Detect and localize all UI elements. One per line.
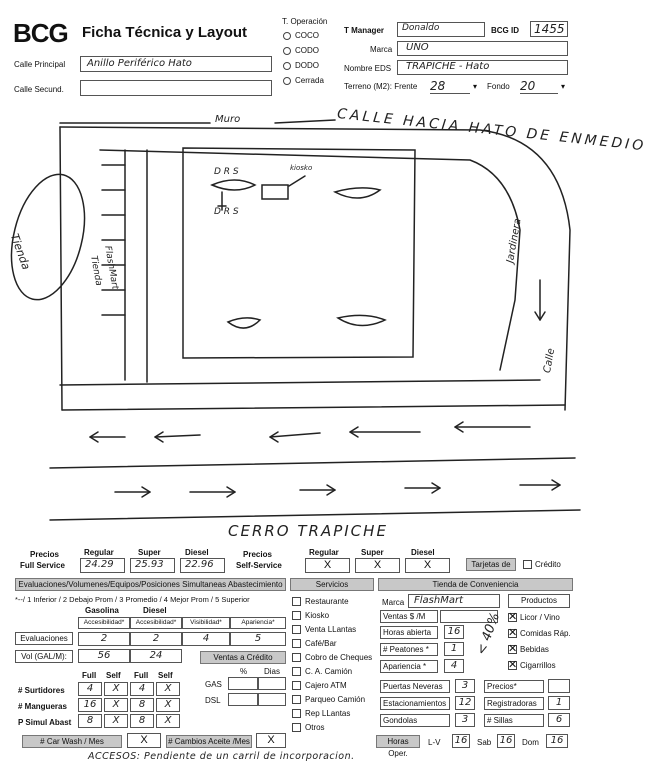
evaluaciones-row-label: Evaluaciones xyxy=(15,632,73,645)
footer-note: ACCESOS: Pendiente de un carril de incorporacion. xyxy=(88,751,355,762)
eval-value-2[interactable]: 2 xyxy=(130,632,182,646)
psimul-2[interactable]: X xyxy=(104,714,128,728)
tarjetas-label: Tarjetas de xyxy=(466,558,516,571)
credito-label: Crédito xyxy=(535,560,561,569)
apariencia-value[interactable]: 4 xyxy=(444,659,464,673)
fondo-label: Fondo xyxy=(487,82,510,91)
sillas-label: # Sillas xyxy=(484,714,544,727)
evaluaciones-section-title: Evaluaciones/Volumenes/Equipos/Posiciones Simultaneas Abastecimiento xyxy=(15,578,286,591)
self-super-label: Super xyxy=(361,548,384,557)
servicio-item[interactable] xyxy=(292,720,374,734)
dias-label: Dias xyxy=(264,667,281,676)
registradoras-value[interactable]: 1 xyxy=(548,696,570,710)
cigarrillos-label: Cigarrillos xyxy=(520,661,556,670)
regular-label: Regular xyxy=(84,548,114,557)
servicio-label: Kiosko xyxy=(305,610,330,620)
gondolas-label: Gondolas xyxy=(380,714,450,727)
precios-field[interactable] xyxy=(548,679,570,693)
mangueras-label: # Mangueras xyxy=(18,702,67,711)
dsl-label: DSL xyxy=(205,696,221,705)
sketch-muro: Muro xyxy=(215,114,241,125)
op-cerrada-label: Cerrada xyxy=(295,76,324,85)
bebidas-label: Bebidas xyxy=(520,645,549,654)
evaluaciones-legend: *--/ 1 Inferior / 2 Debajo Prom / 3 Promedio / 4 Mejor Prom / 5 Superior xyxy=(15,595,250,604)
servicio-item[interactable] xyxy=(292,664,374,678)
servicio-checkbox[interactable] xyxy=(292,653,301,662)
nombre-eds-label: Nombre EDS xyxy=(344,64,392,73)
comidas-check-mark: ✕ xyxy=(508,627,518,639)
tienda-marca-label: Marca xyxy=(382,598,405,607)
marca-value: UNO xyxy=(406,42,429,53)
sketch-calle-hacia: CALLE HACIA HATO DE ENMEDIO xyxy=(336,106,647,155)
surtidores-1[interactable]: 4 xyxy=(78,682,102,696)
licor-label: Licor / Vino xyxy=(520,613,560,622)
tienda-title: Tienda de Conveniencia xyxy=(378,578,573,591)
self-regular-field[interactable]: X xyxy=(305,558,350,573)
servicio-checkbox[interactable] xyxy=(292,709,301,718)
full-col-label-gas: Full xyxy=(82,671,97,680)
self-super-field[interactable]: X xyxy=(355,558,400,573)
precios-full-label-2: Full Service xyxy=(20,561,65,570)
servicios-list xyxy=(292,594,374,734)
carwash-label: # Car Wash / Mes xyxy=(22,735,122,748)
full-regular-field[interactable] xyxy=(80,558,125,573)
productos-label: Productos xyxy=(508,594,570,608)
comidas-label: Comidas Ráp. xyxy=(520,629,571,638)
tienda-note: < 40% xyxy=(474,610,504,658)
servicio-item[interactable] xyxy=(292,622,374,636)
servicio-label: Rep LLantas xyxy=(305,708,351,718)
op-coco-radio[interactable] xyxy=(283,32,291,40)
surtidores-label: # Surtidores xyxy=(18,686,65,695)
op-codo-radio[interactable] xyxy=(283,47,291,55)
full-diesel-field[interactable] xyxy=(180,558,225,573)
bcg-id-label: BCG ID xyxy=(491,26,519,35)
full-super-value: 25.93 xyxy=(135,559,164,570)
servicio-item[interactable] xyxy=(292,678,374,692)
ventas-credito-label: Ventas a Crédito xyxy=(200,651,286,664)
col-apariencia: Apariencia* xyxy=(230,617,286,629)
sketch-calle: Calle xyxy=(542,347,558,374)
servicio-checkbox[interactable] xyxy=(292,695,301,704)
full-diesel-value: 22.96 xyxy=(185,559,214,570)
self-col-label-dsl: Self xyxy=(158,671,173,680)
surtidores-2[interactable]: X xyxy=(104,682,128,696)
sketch-flashmart: FlashMart xyxy=(102,245,120,291)
fondo-value[interactable]: 20 xyxy=(520,79,558,94)
eval-value-4[interactable]: 5 xyxy=(230,632,286,646)
t-manager-field[interactable] xyxy=(397,22,485,37)
sketch-kiosko: kiosko xyxy=(290,164,313,172)
full-super-field[interactable] xyxy=(130,558,175,573)
horas-oper-label: Horas Oper. xyxy=(376,735,420,748)
frente-dropdown-icon[interactable]: ▾ xyxy=(473,82,478,91)
servicio-checkbox[interactable] xyxy=(292,597,301,606)
servicio-checkbox[interactable] xyxy=(292,723,301,732)
op-codo-label: CODO xyxy=(295,46,319,55)
gas-dias-field[interactable] xyxy=(258,677,286,690)
psimul-1[interactable]: 8 xyxy=(78,714,102,728)
precios-self-label-2: Self-Service xyxy=(236,561,282,570)
col-accesibilidad-gas: Accesibilidad* xyxy=(78,617,130,629)
eval-value-1[interactable]: 2 xyxy=(78,632,130,646)
servicio-item[interactable] xyxy=(292,608,374,622)
nombre-eds-field[interactable] xyxy=(397,60,568,75)
servicio-label: Café/Bar xyxy=(305,638,337,648)
servicio-checkbox[interactable] xyxy=(292,639,301,648)
ventas-label: Ventas $ /M xyxy=(380,610,438,623)
frente-value[interactable]: 28 xyxy=(430,79,470,94)
servicio-label: Parqueo Camión xyxy=(305,694,366,704)
bcg-logo: BCG xyxy=(13,18,68,48)
op-cerrada-radio[interactable] xyxy=(283,77,291,85)
peatones-value[interactable]: 1 xyxy=(444,642,464,656)
op-coco-label: COCO xyxy=(295,31,319,40)
calle-principal-field[interactable] xyxy=(80,56,272,72)
full-regular-value: 24.29 xyxy=(85,559,114,570)
puertas-value[interactable]: 3 xyxy=(455,679,475,693)
t-manager-label: T Manager xyxy=(344,26,385,35)
lv-label: L-V xyxy=(428,738,441,747)
cambios-aceite-value[interactable]: X xyxy=(256,733,286,748)
servicios-title: Servicios xyxy=(290,578,374,591)
col-visibilidad: Visibilidad* xyxy=(182,617,230,629)
layout-sketch xyxy=(0,95,602,545)
precios-self-label-1: Precios xyxy=(243,550,272,559)
bebidas-check-mark: ✕ xyxy=(508,643,518,655)
registradoras-label: Registradoras xyxy=(484,697,544,710)
servicio-label: C. A. Camión xyxy=(305,666,353,676)
cigarrillos-check-mark: ✕ xyxy=(508,659,518,671)
mangueras-3[interactable]: 8 xyxy=(130,698,154,712)
estacionamientos-value[interactable]: 12 xyxy=(455,696,475,710)
estacionamientos-label: Estacionamientos xyxy=(380,697,450,710)
sketch-jardinera: Jardinera xyxy=(505,217,524,264)
servicio-checkbox[interactable] xyxy=(292,681,301,690)
servicio-checkbox[interactable] xyxy=(292,667,301,676)
apariencia-label: Apariencia * xyxy=(380,660,438,673)
carwash-value[interactable]: X xyxy=(127,733,161,748)
psimul-4[interactable]: X xyxy=(156,714,180,728)
lv-value[interactable]: 16 xyxy=(452,734,470,748)
fondo-dropdown-icon[interactable]: ▾ xyxy=(561,82,566,91)
op-dodo-label: DODO xyxy=(295,61,319,70)
servicio-label: Venta LLantas xyxy=(305,624,357,634)
dom-label: Dom xyxy=(522,738,539,747)
marca-field[interactable] xyxy=(397,41,568,56)
dom-value[interactable]: 16 xyxy=(546,734,568,748)
self-regular-label: Regular xyxy=(309,548,339,557)
servicio-item[interactable] xyxy=(292,692,374,706)
op-dodo-radio[interactable] xyxy=(283,62,291,70)
tienda-marca-value: FlashMart xyxy=(414,595,463,606)
tienda-marca-field[interactable] xyxy=(408,594,500,608)
sketch-cerro: CERRO TRAPICHE xyxy=(228,522,388,540)
licor-check-mark: ✕ xyxy=(508,611,518,623)
precios-label: Precios* xyxy=(484,680,544,693)
calle-principal-label: Calle Principal xyxy=(14,60,66,69)
self-col-label-gas: Self xyxy=(106,671,121,680)
dsl-pct-field[interactable] xyxy=(228,693,258,706)
credito-checkbox[interactable] xyxy=(523,560,532,569)
servicio-checkbox[interactable] xyxy=(292,611,301,620)
self-diesel-field[interactable]: X xyxy=(405,558,450,573)
servicio-item[interactable] xyxy=(292,636,374,650)
calle-secund-label: Calle Secund. xyxy=(14,85,64,94)
psimul-3[interactable]: 8 xyxy=(130,714,154,728)
cambios-aceite-label: # Cambios Aceite /Mes xyxy=(166,735,252,748)
self-diesel-label: Diesel xyxy=(411,548,435,557)
nombre-eds-value: TRAPICHE - Hato xyxy=(406,61,490,72)
peatones-label: # Peatones * xyxy=(380,643,438,656)
col-accesibilidad-dsl: Accesibilidad* xyxy=(130,617,182,629)
bcg-id-value: 1455 xyxy=(534,22,565,36)
sketch-drs-top: D R S xyxy=(214,167,239,177)
page-title: Ficha Técnica y Layout xyxy=(82,24,248,41)
mangueras-4[interactable]: X xyxy=(156,698,180,712)
gasolina-label: Gasolina xyxy=(85,606,119,615)
servicio-label: Otros xyxy=(305,722,325,732)
sketch-drs-bottom: D R S xyxy=(214,207,239,217)
sab-value[interactable]: 16 xyxy=(497,734,515,748)
servicio-label: Cobro de Cheques xyxy=(305,652,373,662)
mangueras-2[interactable]: X xyxy=(104,698,128,712)
servicio-label: Restaurante xyxy=(305,596,349,606)
psimul-label: P Simul Abast xyxy=(18,718,72,727)
eval-value-3[interactable]: 4 xyxy=(182,632,230,646)
servicio-item[interactable] xyxy=(292,594,374,608)
t-operacion-label: T. Operación xyxy=(282,17,328,26)
t-manager-value: Donaldo xyxy=(402,23,440,33)
gas-label: GAS xyxy=(205,680,222,689)
mangueras-1[interactable]: 16 xyxy=(78,698,102,712)
puertas-label: Puertas Neveras xyxy=(380,680,450,693)
servicio-item[interactable] xyxy=(292,650,374,664)
pct-label: % xyxy=(240,667,248,676)
servicio-checkbox[interactable] xyxy=(292,625,301,634)
vol-row-label: Vol (GAL/M): xyxy=(15,650,73,663)
bcg-id-field[interactable] xyxy=(530,21,568,37)
full-col-label-dsl: Full xyxy=(134,671,149,680)
horas-abierta-label: Horas abierta xyxy=(380,626,438,639)
calle-secund-field[interactable] xyxy=(80,80,272,96)
calle-principal-value: Anillo Periférico Hato xyxy=(87,58,192,69)
gas-pct-field[interactable] xyxy=(228,677,258,690)
super-label: Super xyxy=(138,548,161,557)
sillas-value[interactable]: 6 xyxy=(548,713,570,727)
gondolas-value[interactable]: 3 xyxy=(455,713,475,727)
servicio-item[interactable] xyxy=(292,706,374,720)
terreno-label: Terreno (M2): Frente xyxy=(344,82,418,91)
marca-label: Marca xyxy=(370,45,393,54)
horas-abierta-value[interactable]: 16 xyxy=(444,625,464,639)
diesel-label: Diesel xyxy=(185,548,209,557)
precios-full-label-1: Precios xyxy=(30,550,59,559)
vol-gasolina-value[interactable]: 56 xyxy=(78,649,130,663)
diesel-col-label: Diesel xyxy=(143,606,167,615)
servicio-label: Cajero ATM xyxy=(305,680,347,690)
surtidores-3[interactable]: 4 xyxy=(130,682,154,696)
sketch-tienda: Tienda xyxy=(88,255,104,287)
sketch-stoplight: Tienda xyxy=(7,232,33,272)
surtidores-4[interactable]: X xyxy=(156,682,180,696)
sab-label: Sab xyxy=(477,738,492,747)
vol-diesel-value[interactable]: 24 xyxy=(130,649,182,663)
dsl-dias-field[interactable] xyxy=(258,693,286,706)
